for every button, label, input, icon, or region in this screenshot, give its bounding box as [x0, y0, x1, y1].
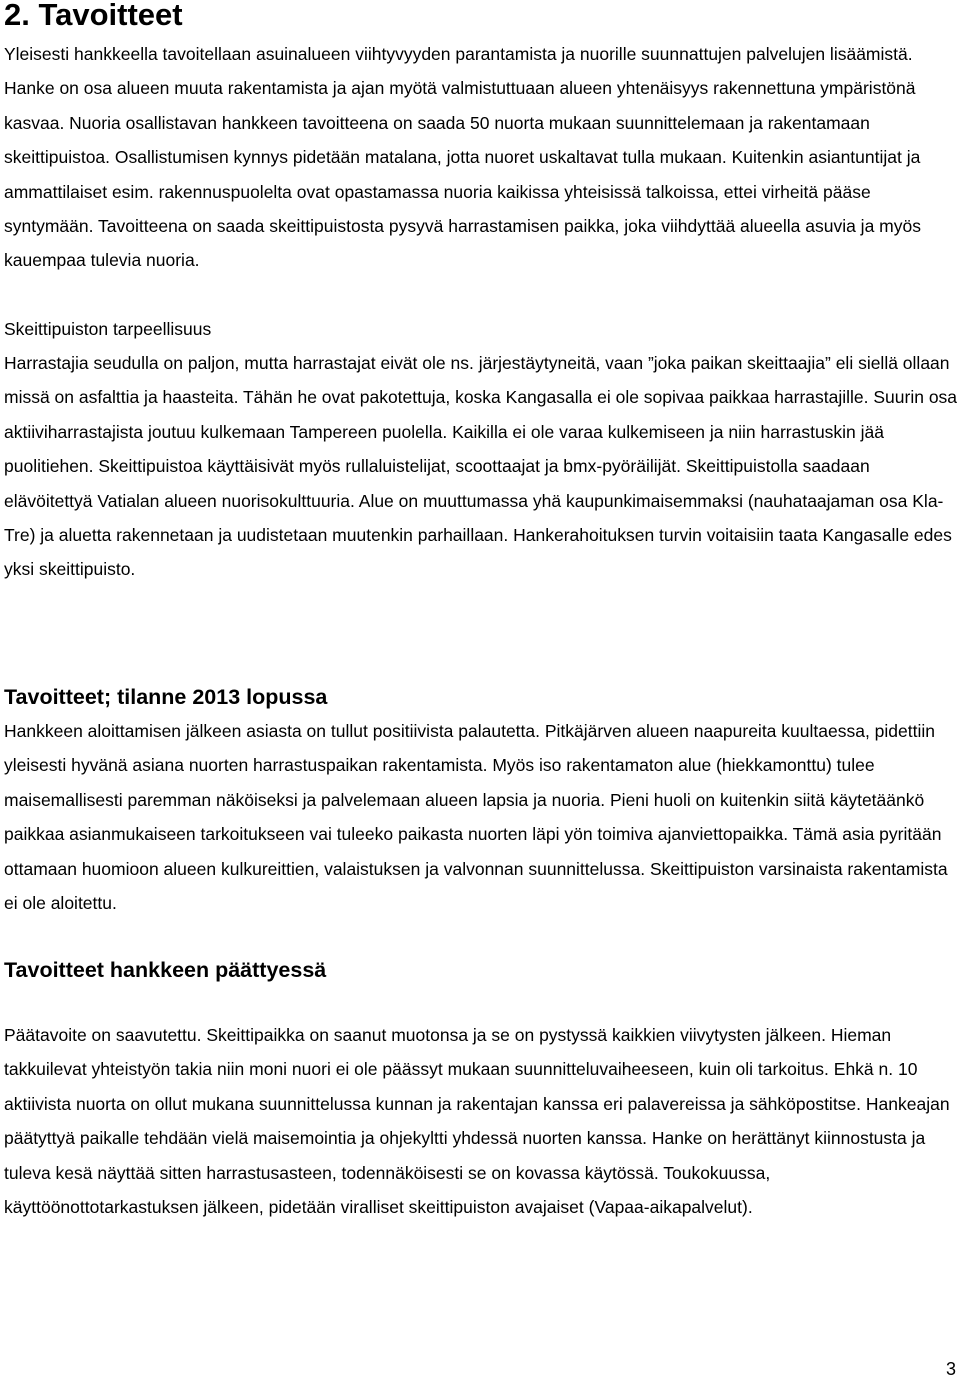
section-paragraph-2013: Hankkeen aloittamisen jälkeen asiasta on tullut positiivista palautetta. Pitkäjärven alueen naapureita kuultaessa, pidettiin yleisesti hyvänä asiana nuorten harrastuspaikan rakentamista. Myös iso rakentamaton alue (hiekkamonttu) tulee maisemallisesti paremman näköiseksi ja palvelemaan alueen lapsia ja nuoria. Pieni huoli on kuitenkin siitä käytetäänkö paikkaa asianmukaiseen tarkoitukseen vai tuleeko paikasta nuorten läpi yön toimiva ajanviettopaikka. Tämä asia pyritään ottamaan huomioon alueen kulkureittien, valaistuksen ja valvonnan suunnittelussa. Skeittipuiston varsinaista rakentamista ei ole aloitettu. — [4, 721, 948, 914]
section-heading-2013: Tavoitteet; tilanne 2013 lopussa — [4, 685, 328, 709]
section-paragraph-end: Päätavoite on saavutettu. Skeittipaikka on saanut muotonsa ja se on pystyssä kaikkien viivytysten jälkeen. Hieman takkuilevat yhteistyön takia niin moni nuori ei ole päässyt mukaan suunnitteluvaiheeseen, kuin oli tarkoitus. Ehkä n. 10 aktiivista nuorta on ollut mukana suunnittelussa kunnan ja rakentajan kanssa eri palavereissa ja sähköpostitse. Hankeajan päätyttyä paikalle tehdään vielä maisemointia ja ohjekyltti yhdessä nuorten kanssa. Hanke on herättänyt kiinnostusta ja tuleva kesä näyttää sitten harrastusasteen, todennäköisesti se on kovassa käytössä. Toukokuussa, käyttöönottotarkastuksen jälkeen, pidetään viralliset skeittipuiston avajaiset (Vapaa-aikapalvelut). — [4, 1025, 950, 1218]
need-subtitle: Skeittipuiston tarpeellisuus — [4, 319, 212, 339]
page-title: 2. Tavoitteet — [4, 0, 183, 32]
page-number: 3 — [945, 1359, 956, 1379]
need-paragraph: Harrastajia seudulla on paljon, mutta harrastajat eivät ole ns. järjestäytyneitä, vaan ”joka paikan skeittaajia” eli siellä ollaan missä on asfalttia ja haasteita. Tähän he ovat pakotettuja, koska Kangasalla ei ole sopivaa paikkaa harrastajille. Suurin osa aktiiviharrastajista joutuu kulkemaan Tampereen puolella. Kaikilla ei ole varaa kulkemiseen ja niin harrastuskin jää puolitiehen. Skeittipuistoa käyttäisivät myös rullaluistelijat, scoottaajat ja bmx-pyöräilijät. Skeittipuistolla saadaan elävöitettyä Vatialan alueen nuorisokulttuuria. Alue on muuttumassa yhä kaupunkimaisemmaksi (nauhataajaman osa Kla-Tre) ja aluetta rakennetaan ja uudistetaan muutenkin parhaillaan. Hankerahoituksen turvin voitaisiin taata Kangasalle edes yksi skeittipuisto. — [4, 353, 958, 580]
section-heading-end: Tavoitteet hankkeen päättyessä — [4, 958, 327, 982]
intro-paragraph: Yleisesti hankkeella tavoitellaan asuinalueen viihtyvyyden parantamista ja nuorille suunnattujen palvelujen lisäämistä. Hanke on osa alueen muuta rakentamista ja ajan myötä valmistuttuaan alueen yhtenäisyys rakennettuna ympäristönä kasvaa. Nuoria osallistavan hankkeen tavoitteena on saada 50 nuorta mukaan suunnittelemaan ja rakentamaan skeittipuistoa. Osallistumisen kynnys pidetään matalana, jotta nuoret uskaltavat tulla mukaan. Kuitenkin asiantuntijat ja ammattilaiset esim. rakennuspuolelta ovat opastamassa nuoria kaikissa yhteisissä talkoissa, ettei virheitä pääse syntymään. Tavoitteena on saada skeittipuistosta pysyvä harrastamisen paikka, joka viihdyttää alueella asuvia ja myös kauempaa tulevia nuoria. — [4, 44, 921, 271]
